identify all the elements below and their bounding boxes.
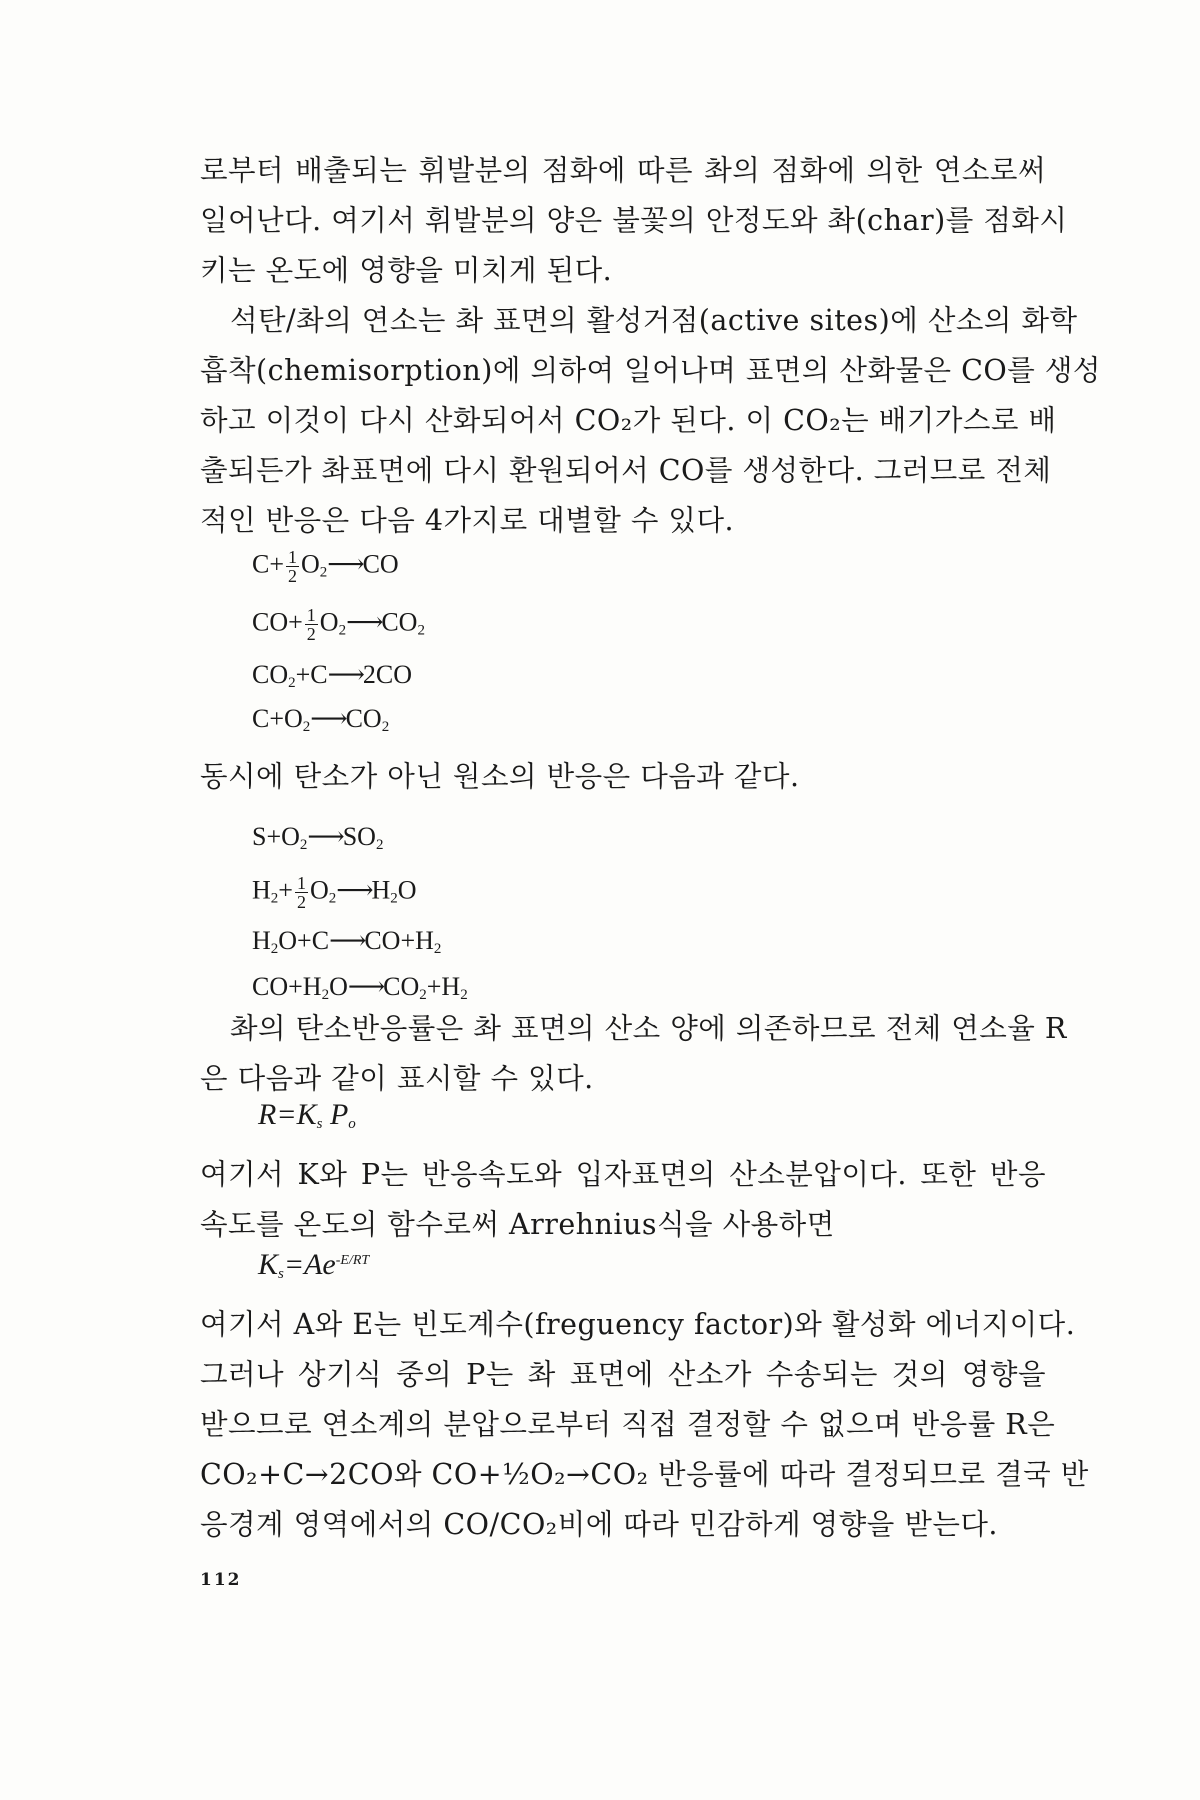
paragraph-4 xyxy=(200,1004,1067,1104)
paragraph-3 xyxy=(200,752,1046,802)
formula-rate: $R=K_s$ $P_o$ xyxy=(258,1098,356,1132)
reaction-co-half-o2: CO+ $\frac{1}{2}$ $O_2⟶CO_2$ xyxy=(252,605,425,644)
formula-arrhenius: $K_s=Ae^{-E/RT}$ xyxy=(258,1248,370,1282)
text-line: 흡착(chemisorption)에 의하여 일어나며 표면의 산화물은 CO를 생성 xyxy=(200,354,1101,387)
text-line: CO₂+C→2CO와 CO+½O₂→CO₂ 반응률에 따라 결정되므로 결국 반 xyxy=(200,1458,1089,1491)
text-line: 속도를 온도의 함수로써 Arrehnius식을 사용하면 xyxy=(200,1208,835,1241)
text-line: 여기서 A와 E는 빈도계수(freguency factor)와 활성화 에너지이다. xyxy=(200,1308,1076,1341)
text-line: 하고 이것이 다시 산화되어서 CO₂가 된다. 이 CO₂는 배기가스로 배 xyxy=(200,404,1057,437)
reaction-c-o2: $C+O_2⟶CO_2$ xyxy=(252,704,390,735)
paragraph-6 xyxy=(200,1300,1089,1550)
reaction-s-o2: $S+O_2⟶SO_2$ xyxy=(252,822,384,853)
text-line: 받으므로 연소계의 분압으로부터 직접 결정할 수 없으며 반응률 R은 xyxy=(200,1408,1056,1441)
text-line: 동시에 탄소가 아닌 원소의 반응은 다음과 같다. xyxy=(200,760,800,793)
reaction-h2-half-o2: $H_2+$ $\frac{1}{2}$ $O_2⟶H_2O$ xyxy=(252,873,417,912)
paragraph-2 xyxy=(200,296,1101,546)
text-line: 출되든가 촤표면에 다시 환원되어서 CO를 생성한다. 그러므로 전체 xyxy=(200,454,1052,487)
page-number: 112 xyxy=(200,1570,242,1590)
text-line: 키는 온도에 영향을 미치게 된다. xyxy=(200,254,613,287)
text-line: 응경계 영역에서의 CO/CO₂비에 따라 민감하게 영향을 받는다. xyxy=(200,1508,998,1541)
text-line: 적인 반응은 다음 4가지로 대별할 수 있다. xyxy=(200,504,735,537)
paragraph-5 xyxy=(200,1150,1046,1250)
reaction-c-half-o2: C+ $\frac{1}{2}$ $O_2⟶CO$ xyxy=(252,547,399,586)
paragraph-1 xyxy=(200,146,1068,296)
text-line: 로부터 배출되는 휘발분의 점화에 따른 촤의 점화에 의한 연소로써 xyxy=(200,154,1046,187)
text-line: 은 다음과 같이 표시할 수 있다. xyxy=(200,1062,594,1095)
text-line: 석탄/촤의 연소는 촤 표면의 활성거점(active sites)에 산소의 화학 xyxy=(230,304,1078,337)
text-line: 일어난다. 여기서 휘발분의 양은 불꽃의 안정도와 촤(char)를 점화시 xyxy=(200,204,1068,237)
reaction-co2-c: $CO_2+C⟶2CO$ xyxy=(252,660,413,691)
reaction-h2o-c: $H_2O+C⟶CO+H_2$ xyxy=(252,926,442,957)
reaction-co-h2o: $CO+H_2O⟶CO_2+H_2$ xyxy=(252,972,468,1003)
text-line: 촤의 탄소반응률은 촤 표면의 산소 양에 의존하므로 전체 연소율 R xyxy=(230,1012,1067,1045)
text-line: 그러나 상기식 중의 P는 촤 표면에 산소가 수송되는 것의 영향을 xyxy=(200,1358,1046,1391)
text-line: 여기서 K와 P는 반응속도와 입자표면의 산소분압이다. 또한 반응 xyxy=(200,1158,1046,1191)
